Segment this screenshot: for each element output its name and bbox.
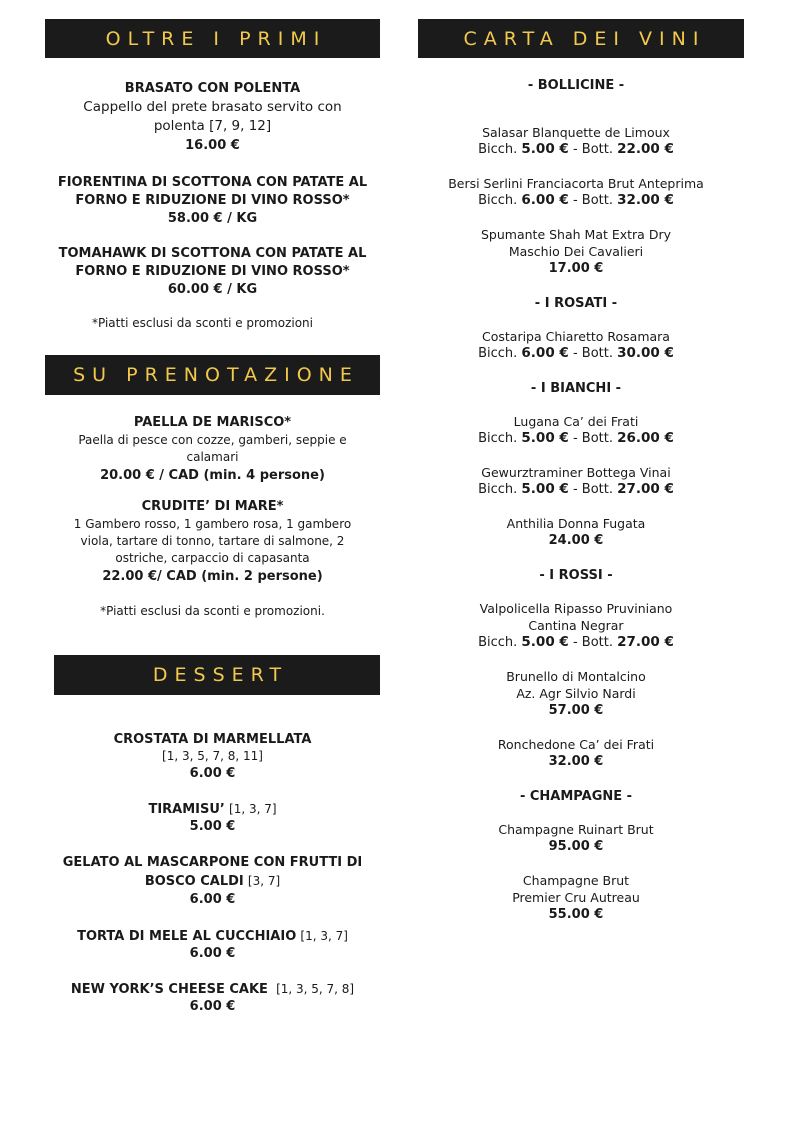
- dish-name: CRUDITE’ DI MARE*: [141, 499, 284, 514]
- wine-name: Anthilia Donna Fugata: [506, 516, 646, 531]
- dish-name: TOMAHAWK DI SCOTTONA CON PATATE AL: [58, 246, 367, 261]
- wine-producer: Cantina Negrar: [528, 618, 624, 633]
- wine-price: 57.00 €: [548, 703, 604, 718]
- dish-allergens: [1, 3, 7]: [300, 929, 348, 943]
- wine-item: [418, 872, 734, 923]
- wine-name: Ronchedone Ca’ dei Frati: [497, 737, 655, 752]
- menu-item: [45, 801, 380, 835]
- section-header-su-prenotazione: [45, 355, 380, 395]
- wine-item: [418, 226, 734, 277]
- menu-item: [45, 498, 380, 586]
- dish-description: 1 Gambero rosso, 1 gambero rosa, 1 gambero: [73, 517, 352, 531]
- wine-name: Bersi Serlini Franciacorta Brut Anteprima: [448, 176, 704, 191]
- dish-description: viola, tartare di tonno, tartare di salmone, 2: [80, 534, 345, 548]
- su-prenotazione-list: [45, 414, 380, 620]
- wine-price: 32.00 €: [548, 754, 604, 769]
- section-header-dessert: [54, 655, 380, 695]
- dish-name: CROSTATA DI MARMELLATA: [113, 732, 312, 747]
- dish-name: TIRAMISU’: [148, 802, 225, 817]
- wine-price: Bicch. 5.00 € - Bott. 26.00 €: [478, 430, 674, 446]
- wine-item: [418, 736, 734, 770]
- wine-name: Valpolicella Ripasso Pruviniano: [479, 601, 673, 616]
- dish-description: polenta [7, 9, 12]: [153, 118, 272, 134]
- dish-allergens: [1, 3, 5, 7, 8, 11]: [162, 749, 263, 763]
- dish-price: 6.00 €: [189, 946, 236, 961]
- menu-item: [45, 854, 380, 909]
- wine-category: - I BIANCHI -: [530, 381, 622, 396]
- wine-name: Gewurztraminer Bottega Vinai: [481, 465, 671, 480]
- menu-item: [45, 79, 380, 155]
- wine-category: - BOLLICINE -: [527, 78, 625, 93]
- dish-name: GELATO AL MASCARPONE CON FRUTTI DI: [62, 855, 363, 870]
- section-header-oltre-primi: [45, 19, 380, 58]
- dish-description: ostriche, carpaccio di capasanta: [115, 551, 310, 565]
- menu-item: [45, 981, 380, 1015]
- dish-name: TORTA DI MELE AL CUCCHIAIO: [77, 929, 297, 944]
- wine-item: [418, 668, 734, 719]
- dish-name: FIORENTINA DI SCOTTONA CON PATATE AL: [57, 175, 368, 190]
- menu-item: [45, 414, 380, 485]
- wine-name: Costaripa Chiaretto Rosamara: [482, 329, 670, 344]
- menu-item: [45, 731, 380, 782]
- wine-item: [418, 413, 734, 447]
- wine-price: 24.00 €: [548, 533, 604, 548]
- wine-producer: Premier Cru Autreau: [512, 890, 640, 905]
- dish-allergens: [1, 3, 5, 7, 8]: [276, 982, 355, 996]
- section-title: DESSERT: [152, 664, 289, 686]
- wine-name: Lugana Ca’ dei Frati: [513, 414, 639, 429]
- wine-price: 95.00 €: [548, 839, 604, 854]
- section-title: CARTA DEI VINI: [463, 27, 706, 50]
- section-header-carta-vini: [418, 19, 744, 58]
- dish-name: FORNO E RIDUZIONE DI VINO ROSSO*: [75, 264, 350, 279]
- wine-item: [418, 600, 734, 651]
- dish-price: 22.00 €/ CAD (min. 2 persone): [102, 569, 323, 584]
- dish-description: calamari: [186, 450, 239, 464]
- wine-price: 17.00 €: [548, 261, 604, 276]
- dish-price: 16.00 €: [185, 138, 240, 153]
- dessert-list: [45, 731, 380, 1015]
- wine-producer: Az. Agr Silvio Nardi: [516, 686, 636, 701]
- wine-item: [418, 515, 734, 549]
- wine-price: Bicch. 6.00 € - Bott. 30.00 €: [478, 345, 674, 361]
- dish-name: NEW YORK’S CHEESE CAKE: [70, 982, 268, 997]
- wine-item: [418, 124, 734, 158]
- wine-category: - CHAMPAGNE -: [519, 789, 633, 804]
- dish-price: 6.00 €: [189, 892, 236, 907]
- section-title: SU PRENOTAZIONE: [73, 364, 359, 386]
- dish-description: Paella di pesce con cozze, gamberi, seppie e: [78, 433, 347, 447]
- menu-item: [45, 174, 380, 228]
- wine-producer: Maschio Dei Cavalieri: [508, 244, 644, 259]
- dish-name: PAELLA DE MARISCO*: [133, 415, 292, 430]
- wine-category: - I ROSSI -: [539, 568, 613, 583]
- wine-item: [418, 821, 734, 855]
- dish-price: 6.00 €: [189, 999, 236, 1014]
- dish-name: BOSCO CALDI: [144, 874, 244, 889]
- dish-price: 58.00 € / KG: [167, 211, 258, 226]
- wine-category: - I ROSATI -: [534, 296, 618, 311]
- dish-price: 5.00 €: [189, 819, 236, 834]
- wine-name: Spumante Shah Mat Extra Dry: [481, 227, 671, 242]
- wine-price: Bicch. 5.00 € - Bott. 22.00 €: [478, 141, 674, 157]
- menu-item: [45, 245, 380, 299]
- wine-price: Bicch. 6.00 € - Bott. 32.00 €: [478, 192, 674, 208]
- wine-name: Salasar Blanquette de Limoux: [482, 125, 670, 140]
- wine-name: Brunello di Montalcino: [506, 669, 646, 684]
- dish-price: 60.00 € / KG: [167, 282, 258, 297]
- section-title: OLTRE I PRIMI: [105, 27, 327, 50]
- wine-name: Champagne Brut: [522, 873, 630, 888]
- wine-price: Bicch. 5.00 € - Bott. 27.00 €: [478, 481, 674, 497]
- dish-description: Cappello del prete brasato servito con: [83, 99, 342, 115]
- dish-allergens: [1, 3, 7]: [229, 802, 277, 816]
- wine-price: 55.00 €: [548, 907, 604, 922]
- dish-price: 20.00 € / CAD (min. 4 persone): [100, 468, 325, 483]
- oltre-primi-list: [45, 79, 380, 332]
- dish-name: BRASATO CON POLENTA: [124, 81, 301, 96]
- wine-item: [418, 464, 734, 498]
- dish-name: FORNO E RIDUZIONE DI VINO ROSSO*: [75, 193, 350, 208]
- footnote: *Piatti esclusi da sconti e promozioni: [92, 316, 313, 330]
- menu-item: [45, 928, 380, 962]
- dish-allergens: [3, 7]: [247, 874, 281, 888]
- footnote: *Piatti esclusi da sconti e promozioni.: [100, 604, 325, 618]
- wine-name: Champagne Ruinart Brut: [498, 822, 654, 837]
- wine-list: [418, 77, 734, 923]
- wine-item: [418, 328, 734, 362]
- dish-price: 6.00 €: [189, 766, 236, 781]
- wine-price: Bicch. 5.00 € - Bott. 27.00 €: [478, 634, 674, 650]
- wine-item: [418, 175, 734, 209]
